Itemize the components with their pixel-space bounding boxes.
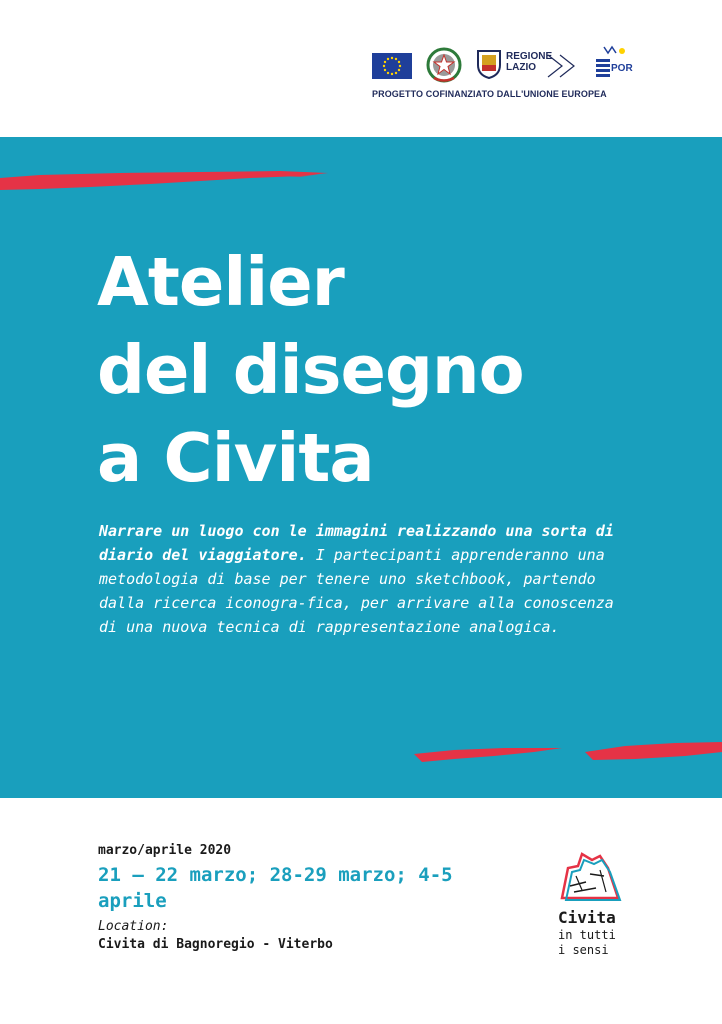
lazio-shield-icon	[476, 49, 502, 79]
brand-name: Civita	[558, 908, 616, 927]
brush-stroke-top	[0, 166, 330, 196]
civita-mark-icon	[556, 846, 626, 906]
logo-row	[370, 45, 632, 85]
lazio-line2: LAZIO	[506, 62, 536, 73]
brand-tagline-2: i sensi	[558, 943, 609, 957]
brush-stroke-bottom-left	[414, 744, 564, 766]
brush-stroke-bottom-right	[585, 738, 722, 764]
title-line-2: del disegno	[97, 331, 524, 409]
por-label: POR	[611, 63, 633, 74]
location-value: Civita di Bagnoregio - Viterbo	[98, 937, 333, 952]
event-season: marzo/aprile 2020	[98, 843, 232, 858]
cofinance-caption: PROGETTO COFINANZIATO DALL'UNIONE EUROPEA	[372, 89, 607, 99]
description-lead: Narrare un luogo con le immagini realizzando una sorta di diario del viaggiatore.	[99, 522, 614, 564]
por-fesr-logo	[594, 45, 633, 83]
brand-tagline	[558, 928, 616, 958]
brand-tagline-1: in tutti	[558, 928, 616, 942]
lazio-chevron-icon	[546, 53, 582, 79]
civita-brand	[556, 842, 636, 962]
lazio-line1: REGIONE	[506, 51, 553, 62]
eu-flag-logo	[372, 53, 412, 79]
poster-description	[99, 519, 639, 639]
partner-logos	[370, 45, 632, 107]
title-line-1: Atelier	[97, 243, 344, 321]
event-info	[98, 842, 518, 954]
event-dates: 21 – 22 marzo; 28-29 marzo; 4-5 aprile	[98, 864, 453, 912]
poster-title	[97, 238, 524, 502]
regione-lazio-logo	[476, 49, 582, 81]
description-body: I partecipanti apprenderanno una metodologia di base per tenere uno sketchbook, partendo dalla ricerca iconogra-fica, per arrivare alla conoscenza di una nuova tecnica di rappresentazione analogica.	[99, 546, 614, 636]
title-line-3: a Civita	[97, 419, 374, 497]
location-label: Location:	[98, 919, 169, 934]
italian-republic-emblem-logo	[426, 47, 462, 83]
